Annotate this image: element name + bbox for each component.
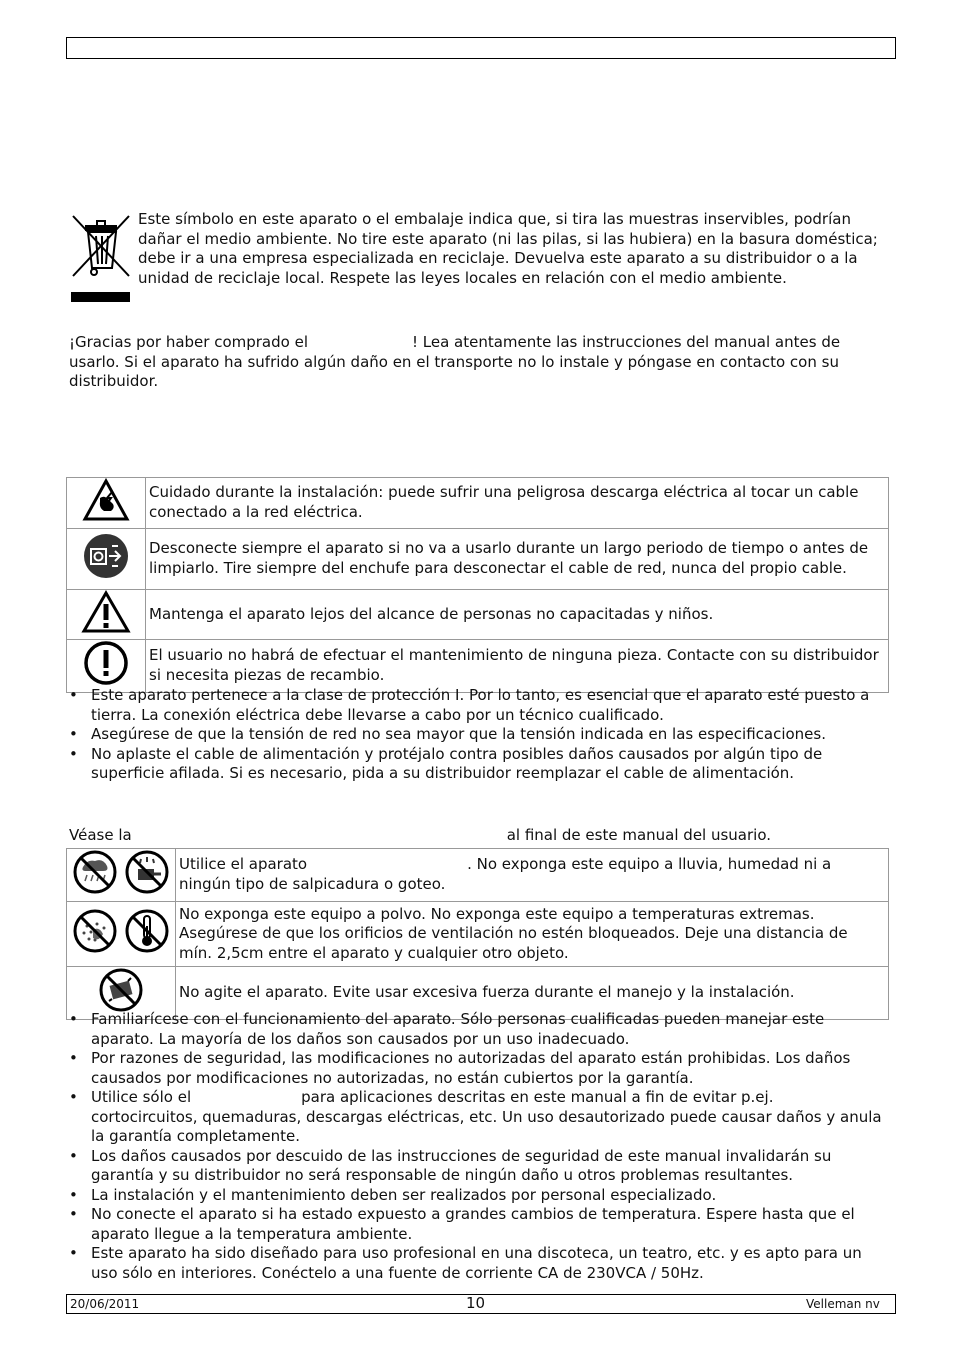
guideline-text: No agite el aparato. Evite usar excesiva fuerza durante el manejo y la instalación. xyxy=(176,967,889,1020)
exclamation-circle-icon xyxy=(83,640,129,686)
guidelines-reference-line xyxy=(69,826,884,846)
list-item: • No conecte el aparato si ha estado expuesto a grandes cambios de temperatura. Espere hasta que el aparato llegue a la temperatura ambiente. xyxy=(69,1205,884,1244)
electric-shock-hand-icon xyxy=(82,478,130,522)
warning-triangle-icon xyxy=(81,590,131,634)
no-splash-icon xyxy=(123,849,171,895)
no-dust-icon xyxy=(71,908,119,954)
guidelines-text-end: al final de este manual del usuario. xyxy=(506,826,772,844)
table-row xyxy=(67,478,889,529)
guidelines-text-start: Véase la xyxy=(69,826,132,844)
list-item: • Por razones de seguridad, las modificaciones no autorizadas del aparato están prohibidas. Los daños causados por modificaciones no autorizadas, no están cubiertos por la garantía. xyxy=(69,1049,884,1088)
intro-text-end: ! Lea atentamente las instrucciones del manual antes de usarlo. Si el aparato ha sufrido algún daño en el transporte no lo instale y póngase en contacto con su distribuidor. xyxy=(69,333,841,390)
guidelines-table xyxy=(66,848,889,1020)
list-item: • Este aparato ha sido diseñado para uso profesional en una discoteca, un teatro, etc. y es apto para un uso sólo en interiores. Conéctelo a una fuente de corriente CA de 230VCA / 50Hz. xyxy=(69,1244,884,1283)
safety-text: Desconecte siempre el aparato si no va a usarlo durante un largo periodo de tiempo o antes de limpiarlo. Tire siempre del enchufe para desconectar el cable de red, nunca del propio cable. xyxy=(146,528,889,589)
safety-bullets xyxy=(69,686,884,784)
footer-brand: Velleman nv xyxy=(806,1297,880,1311)
table-row xyxy=(67,589,889,640)
safety-text: Mantenga el aparato lejos del alcance de personas no capacitadas y niños. xyxy=(146,589,889,640)
table-row xyxy=(67,640,889,693)
table-row xyxy=(67,528,889,589)
no-rain-icon xyxy=(71,849,119,895)
safety-table xyxy=(66,477,889,693)
guideline-text: No exponga este equipo a polvo. No exponga este equipo a temperaturas extremas. Asegúrese de que los orificios de ventilación no estén bloqueados. Deje una distancia de mín. 2,5cm entre el aparato y cualquier otro objeto. xyxy=(176,901,889,967)
wheelie-bin-crossed-icon xyxy=(70,212,132,304)
list-item-text-start: Utilice sólo el xyxy=(91,1088,192,1106)
list-item: • Este aparato pertenece a la clase de protección I. Por lo tanto, es esencial que el aparato esté puesto a tierra. La conexión eléctrica debe llevarse a cabo por un técnico cualificado. xyxy=(69,686,884,725)
guideline-text xyxy=(176,849,889,902)
guideline-text-start: Utilice el aparato xyxy=(179,855,308,874)
table-row xyxy=(67,901,889,967)
list-item: • Los daños causados por descuido de las instrucciones de seguridad de este manual invalidarán su garantía y su distribuidor no será responsable de ningún daño u otros problemas resultantes. xyxy=(69,1147,884,1186)
list-item-text-end: para aplicaciones descritas en este manual a fin de evitar p.ej. cortocircuitos, quemaduras, descargas eléctricas, etc. Un uso desautorizado puede causar daños y anula la garantía completamente. xyxy=(91,1088,882,1145)
list-item xyxy=(69,1088,884,1147)
thermometer-icon xyxy=(123,908,171,954)
list-item: • Familiarícese con el funcionamiento del aparato. Sólo personas cualificadas pueden manejar este aparato. La mayoría de los daños son causados por un uso inadecuado. xyxy=(69,1010,884,1049)
no-shaking-icon xyxy=(97,967,145,1013)
page-header-box xyxy=(66,37,896,59)
usage-bullets xyxy=(69,1010,884,1283)
safety-text: Cuidado durante la instalación: puede sufrir una peligrosa descarga eléctrica al tocar un cable conectado a la red eléctrica. xyxy=(146,478,889,529)
unplug-icon xyxy=(82,532,130,580)
safety-text: El usuario no habrá de efectuar el mantenimiento de ninguna pieza. Contacte con su distribuidor si necesita piezas de recambio. xyxy=(146,640,889,693)
list-item: • La instalación y el mantenimiento deben ser realizados por personal especializado. xyxy=(69,1186,884,1206)
guideline-text-end: . No exponga este equipo a lluvia, humedad ni a ningún tipo de salpicadura o goteo. xyxy=(179,855,832,893)
intro-paragraph xyxy=(69,333,879,392)
table-row xyxy=(67,849,889,902)
footer-date: 20/06/2011 xyxy=(70,1297,140,1311)
intro-text-start: ¡Gracias por haber comprado el xyxy=(69,333,308,351)
list-item: • Asegúrese de que la tensión de red no sea mayor que la tensión indicada en las especificaciones. xyxy=(69,725,884,745)
weee-notice: Este símbolo en este aparato o el embalaje indica que, si tira las muestras inservibles, podrían dañar el medio ambiente. No tire este aparato (ni las pilas, si las hubiera) en la basura doméstica; debe ir a una empresa especializada en reciclaje. Devuelva este aparato a su distribuidor o a la unidad de reciclaje local. Respete las leyes locales en relación con el medio ambiente. xyxy=(138,210,878,287)
list-item: • No aplaste el cable de alimentación y protéjalo contra posibles daños causados por algún tipo de superficie afilada. Si es necesario, pida a su distribuidor reemplazar el cable de alimentación. xyxy=(69,745,884,784)
page-number: 10 xyxy=(466,1294,486,1312)
